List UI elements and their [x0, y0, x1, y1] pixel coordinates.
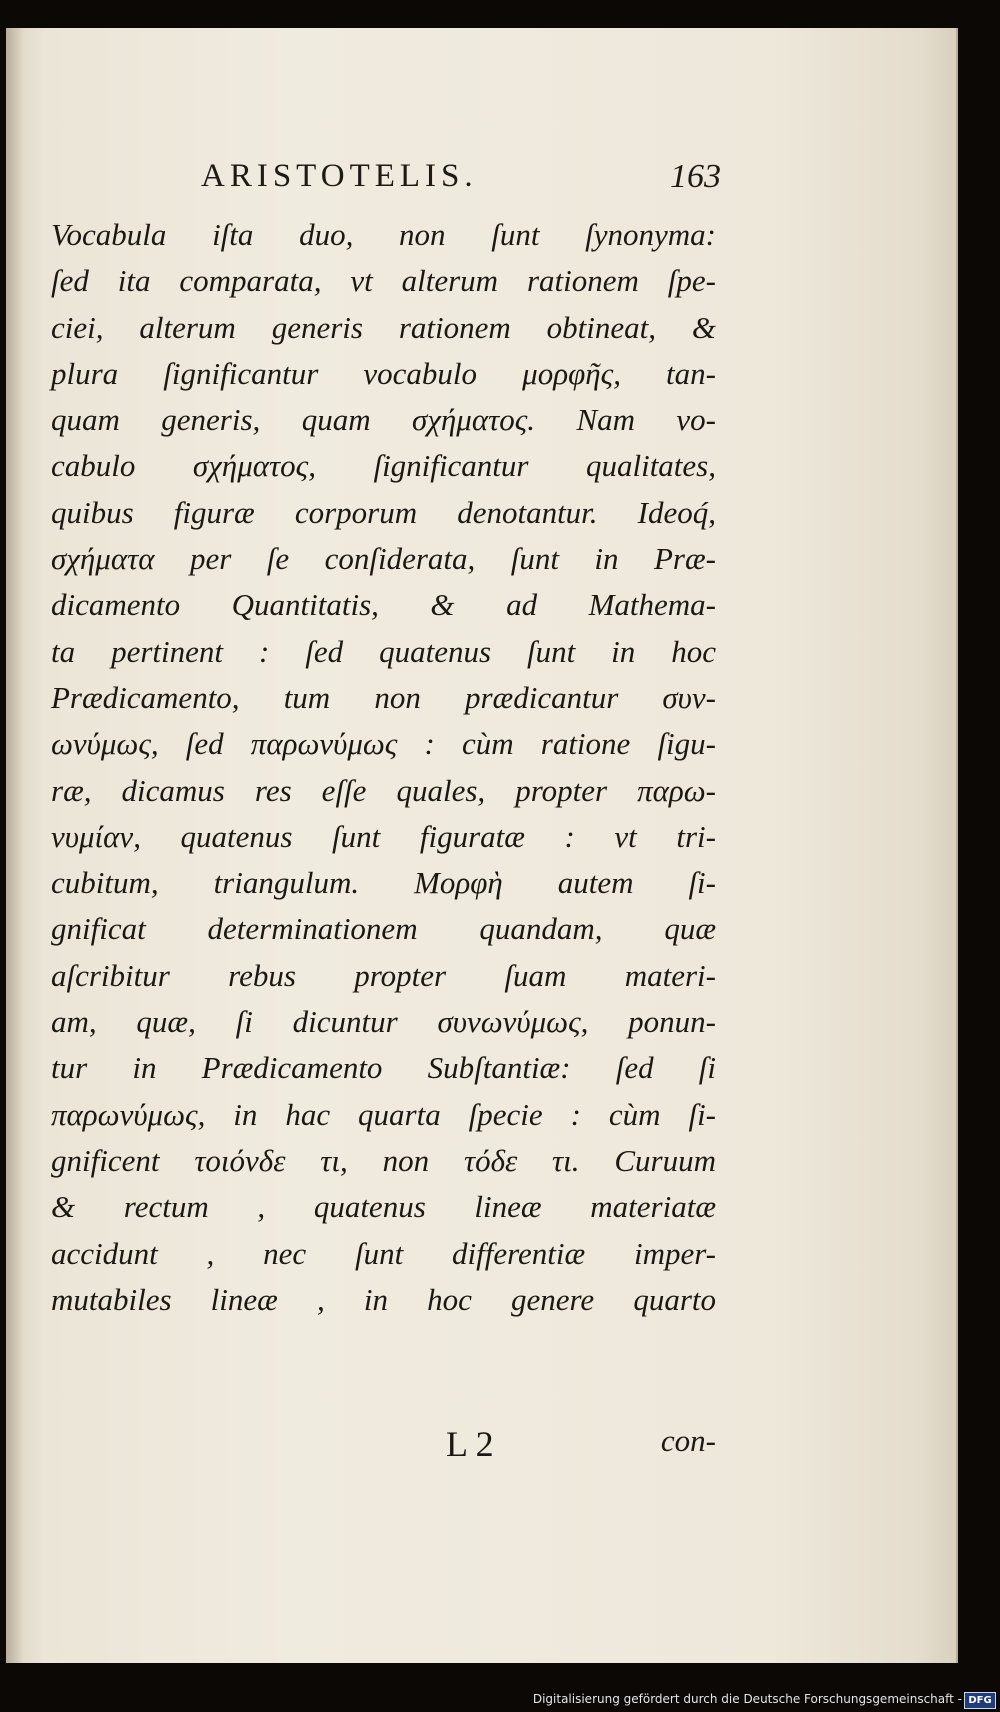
text-line: ræ, dicamus res eſſe quales, propter παρω-	[51, 772, 716, 808]
text-line: mutabiles lineæ , in hoc genere quarto	[51, 1281, 716, 1317]
text-line: cubitum, triangulum. Μορφὴ autem ſi-	[51, 865, 716, 901]
text-line: plura ſignificantur vocabulo μορφῆς, tan-	[51, 355, 716, 391]
text-line: σχήματα per ſe conſiderata, ſunt in Præ-	[51, 541, 716, 577]
text-line: accidunt , nec ſunt differentiæ imper-	[51, 1235, 716, 1271]
signature-mark: L 2	[446, 1424, 494, 1464]
credit-text: Digitalisierung gefördert durch die Deutsche Forschungsgemeinschaft -	[532, 1692, 962, 1706]
text-line: ſed ita comparata, vt alterum rationem ſpe-	[51, 263, 716, 299]
text-line: gnificat determinationem quandam, quæ	[51, 911, 716, 947]
text-line: ciei, alterum generis rationem obtineat, &	[51, 309, 716, 345]
dfg-logo-icon: DFG	[964, 1692, 996, 1709]
text-line: & rectum , quatenus lineæ materiatæ	[51, 1189, 716, 1225]
text-line: am, quæ, ſi dicuntur συνωνύμως, ponun-	[51, 1004, 716, 1040]
text-line: dicamento Quantitatis, & ad Mathema-	[51, 587, 716, 623]
text-line: cabulo σχήματος, ſignificantur qualitates,	[51, 448, 716, 484]
digitization-credit	[0, 1690, 1000, 1712]
text-line: gnificent τοιόνδε τι, non τόδε τι. Curuum	[51, 1142, 716, 1178]
spine-shadow	[6, 28, 24, 1663]
catchword: con-	[660, 1423, 716, 1458]
text-line: quibus figuræ corporum denotantur. Ideoq́,	[51, 494, 716, 530]
text-line: ta pertinent : ſed quatenus ſunt in hoc	[51, 633, 716, 669]
page-number: 163	[670, 158, 721, 195]
running-head	[201, 158, 721, 208]
text-line: tur in Prædicamento Subſtantiæ: ſed ſi	[51, 1050, 716, 1086]
text-line: νυμίαν, quatenus ſunt figuratæ : vt tri-	[51, 818, 716, 854]
text-line: quam generis, quam σχήματος. Nam vo-	[51, 402, 716, 438]
running-title: ARISTOTELIS.	[201, 158, 478, 194]
text-line: Vocabula iſta duo, non ſunt ſynonyma:	[51, 217, 716, 252]
text-line: Prædicamento, tum non prædicantur συν-	[51, 679, 716, 715]
text-line: παρωνύμως, in hac quarta ſpecie : cùm ſi-	[51, 1096, 716, 1132]
text-line: ωνύμως, ſed παρωνύμως : cùm ratione ſigu-	[51, 726, 716, 762]
text-line: aſcribitur rebus propter ſuam materi-	[51, 957, 716, 993]
body-text	[51, 212, 716, 1323]
book-page	[6, 28, 958, 1663]
page-footer	[446, 1423, 716, 1469]
